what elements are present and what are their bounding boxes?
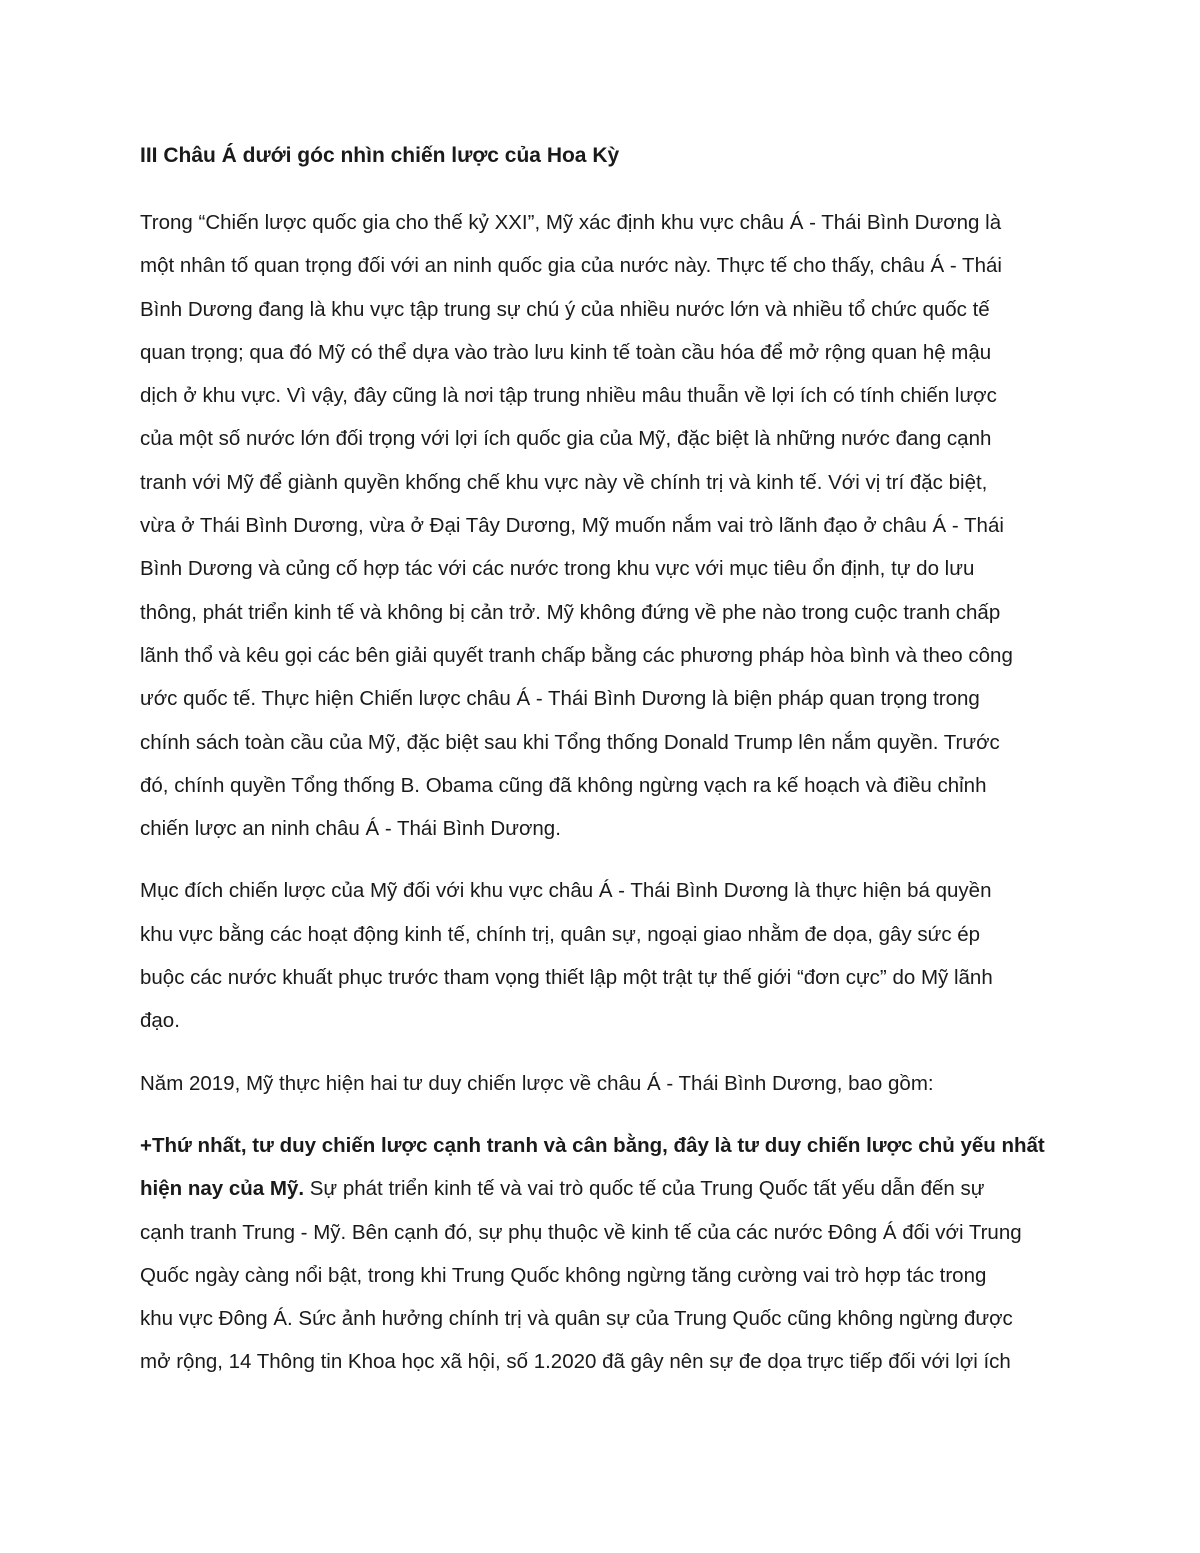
paragraph-line: ước quốc tế. Thực hiện Chiến lược châu Á - Thái Bình Dương là biện pháp quan trọng trong bbox=[140, 687, 980, 711]
paragraph-line: chính sách toàn cầu của Mỹ, đặc biệt sau khi Tổng thống Donald Trump lên nắm quyền. Trước bbox=[140, 730, 1000, 754]
paragraph-line: tranh với Mỹ để giành quyền khống chế khu vực này về chính trị và kinh tế. Với vị trí đặc biệt, bbox=[140, 470, 988, 494]
paragraph-line: vừa ở Thái Bình Dương, vừa ở Đại Tây Dương, Mỹ muốn nắm vai trò lãnh đạo ở châu Á - Thái bbox=[140, 514, 1004, 538]
paragraph-line: chiến lược an ninh châu Á - Thái Bình Dương. bbox=[140, 817, 561, 841]
paragraph-line-bold: +Thứ nhất, tư duy chiến lược cạnh tranh và cân bằng, đây là tư duy chiến lược chủ yếu nhất bbox=[140, 1133, 1045, 1157]
paragraph-line: mở rộng, 14 Thông tin Khoa học xã hội, số 1.2020 đã gây nên sự đe dọa trực tiếp đối với lợi ích bbox=[140, 1350, 1011, 1374]
paragraph-2019-intro bbox=[140, 1062, 1062, 1105]
section-heading: III Châu Á dưới góc nhìn chiến lược của Hoa Kỳ bbox=[140, 144, 620, 167]
paragraph-line: một nhân tố quan trọng đối với an ninh quốc gia của nước này. Thực tế cho thấy, châu Á - Thái bbox=[140, 254, 1002, 278]
bold-phrase: hiện nay của Mỹ. bbox=[140, 1177, 305, 1201]
paragraph-first-thinking bbox=[140, 1124, 1062, 1384]
regular-phrase: Sự phát triển kinh tế và vai trò quốc tế của Trung Quốc tất yếu dẫn đến sự bbox=[304, 1177, 985, 1201]
paragraph-line: khu vực bằng các hoạt động kinh tế, chính trị, quân sự, ngoại giao nhằm đe dọa, gây sức ép bbox=[140, 922, 981, 946]
paragraph-line: cạnh tranh Trung - Mỹ. Bên cạnh đó, sự phụ thuộc về kinh tế của các nước Đông Á đối với Trung bbox=[140, 1220, 1022, 1244]
paragraph-line: buộc các nước khuất phục trước tham vọng thiết lập một trật tự thế giới “đơn cực” do Mỹ lãnh bbox=[140, 966, 993, 990]
paragraph-line: thông, phát triển kinh tế và không bị cản trở. Mỹ không đứng về phe nào trong cuộc tranh chấp bbox=[140, 600, 1001, 624]
paragraph-strategy-overview bbox=[140, 201, 1062, 850]
paragraph-line: dịch ở khu vực. Vì vậy, đây cũng là nơi tập trung nhiều mâu thuẫn về lợi ích có tính chiến lược bbox=[140, 384, 997, 408]
document-page bbox=[140, 136, 1062, 1403]
paragraph-line: Mục đích chiến lược của Mỹ đối với khu vực châu Á - Thái Bình Dương là thực hiện bá quyền bbox=[140, 879, 992, 903]
paragraph-line-mixed bbox=[140, 1167, 1062, 1210]
paragraph-strategy-purpose bbox=[140, 869, 1062, 1042]
paragraph-line: Quốc ngày càng nổi bật, trong khi Trung Quốc không ngừng tăng cường vai trò hợp tác trong bbox=[140, 1263, 987, 1287]
paragraph-line: lãnh thổ và kêu gọi các bên giải quyết tranh chấp bằng các phương pháp hòa bình và theo công bbox=[140, 643, 1013, 667]
paragraph-line: Năm 2019, Mỹ thực hiện hai tư duy chiến lược về châu Á - Thái Bình Dương, bao gồm: bbox=[140, 1071, 934, 1095]
paragraph-line: Bình Dương và củng cố hợp tác với các nước trong khu vực với mục tiêu ổn định, tự do lưu bbox=[140, 557, 975, 581]
paragraph-line: đạo. bbox=[140, 1009, 180, 1033]
paragraph-line: Bình Dương đang là khu vực tập trung sự chú ý của nhiều nước lớn và nhiều tổ chức quốc tế bbox=[140, 297, 990, 321]
paragraph-line: quan trọng; qua đó Mỹ có thể dựa vào trào lưu kinh tế toàn cầu hóa để mở rộng quan hệ mậu bbox=[140, 340, 992, 364]
paragraph-line: Trong “Chiến lược quốc gia cho thế kỷ XXI”, Mỹ xác định khu vực châu Á - Thái Bình Dương là bbox=[140, 211, 1002, 234]
paragraph-line: của một số nước lớn đối trọng với lợi ích quốc gia của Mỹ, đặc biệt là những nước đang cạnh bbox=[140, 427, 992, 451]
paragraph-line: khu vực Đông Á. Sức ảnh hưởng chính trị và quân sự của Trung Quốc cũng không ngừng được bbox=[140, 1307, 1013, 1331]
paragraph-line: đó, chính quyền Tổng thống B. Obama cũng đã không ngừng vạch ra kế hoạch và điều chỉnh bbox=[140, 773, 987, 797]
